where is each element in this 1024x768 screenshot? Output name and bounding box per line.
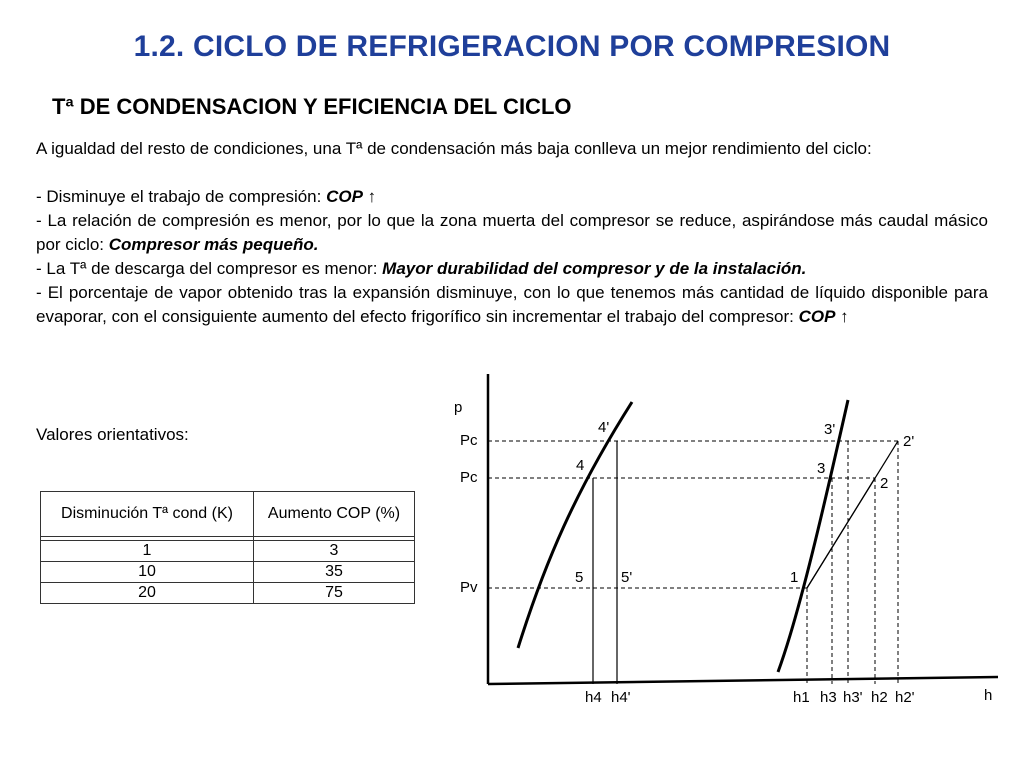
point-label-5: 5 <box>575 569 584 586</box>
enthalpy-label-h4: h4 <box>585 689 602 706</box>
table-cell: 35 <box>254 562 415 583</box>
axis-label-h: h <box>984 687 993 704</box>
point-label-1: 1 <box>790 569 799 586</box>
saturated-liquid-curve <box>518 402 632 648</box>
arrow-up-icon: ↑ <box>835 307 849 326</box>
point-3-emph: Mayor durabilidad del compresor y de la instalación. <box>382 259 807 278</box>
point-2-emph: Compresor más pequeño. <box>108 235 319 254</box>
ph-diagram <box>440 372 1010 712</box>
table-cell: 20 <box>41 583 254 604</box>
point-label-2: 2 <box>880 475 889 492</box>
pressure-label-pc: Pc <box>460 469 478 486</box>
point-4-emph: COP <box>798 307 836 326</box>
pressure-label-pv: Pv <box>460 579 478 596</box>
enthalpy-label-h3: h3 <box>820 689 837 706</box>
arrow-up-icon: ↑ <box>362 187 377 206</box>
axis-label-p: p <box>454 399 463 416</box>
table-row <box>41 541 415 562</box>
table-header-cell: Disminución Tª cond (K) <box>41 492 254 537</box>
pressure-label-pc-prime: Pc <box>460 432 478 449</box>
valores-label: Valores orientativos: <box>36 425 189 444</box>
point-3 <box>36 257 988 281</box>
slide-subtitle: Tª DE CONDENSACION Y EFICIENCIA DEL CICLO <box>52 94 572 119</box>
table-cell: 1 <box>41 541 254 562</box>
table-cell: 3 <box>254 541 415 562</box>
point-label-2prime: 2' <box>903 433 915 450</box>
cop-table <box>40 491 415 604</box>
point-label-3: 3 <box>817 460 826 477</box>
point-2 <box>36 209 988 257</box>
point-1-text: - Disminuye el trabajo de compresión: <box>36 187 327 206</box>
table-header-row <box>41 492 415 537</box>
slide-title: 1.2. CICLO DE REFRIGERACION POR COMPRESION <box>133 30 891 63</box>
point-4 <box>36 281 988 329</box>
enthalpy-label-h2prime: h2' <box>895 689 915 706</box>
body-text <box>36 137 988 329</box>
intro-paragraph: A igualdad del resto de condiciones, una Tª de condensación más baja conlleva un mejor rendimiento del ciclo: <box>36 139 872 158</box>
point-4-text: - El porcentaje de vapor obtenido tras la expansión disminuye, con lo que tenemos más cantidad de líquido disponible para evaporar, con el consiguiente aumento del efecto frigorífico sin incrementar el trabajo del compresor: <box>36 283 988 326</box>
point-3-text: - La Tª de descarga del compresor es menor: <box>36 259 383 278</box>
point-2-text: - La relación de compresión es menor, por lo que la zona muerta del compresor se reduce, aspirándose más caudal másico por ciclo: <box>36 211 988 254</box>
x-axis <box>488 677 998 684</box>
enthalpy-label-h1: h1 <box>793 689 810 706</box>
enthalpy-label-h4prime: h4' <box>611 689 631 706</box>
point-1 <box>36 185 988 209</box>
enthalpy-label-h2: h2 <box>871 689 888 706</box>
paragraph-gap <box>36 161 988 185</box>
point-label-4: 4 <box>576 457 585 474</box>
table-row <box>41 583 415 604</box>
point-label-4prime: 4' <box>598 419 610 436</box>
enthalpy-label-h3prime: h3' <box>843 689 863 706</box>
point-label-3prime: 3' <box>824 421 836 438</box>
table-cell: 10 <box>41 562 254 583</box>
point-label-5prime: 5' <box>621 569 633 586</box>
table-header-cell: Aumento COP (%) <box>254 492 415 537</box>
table-cell: 75 <box>254 583 415 604</box>
table-row <box>41 562 415 583</box>
point-1-emph: COP <box>326 187 363 206</box>
